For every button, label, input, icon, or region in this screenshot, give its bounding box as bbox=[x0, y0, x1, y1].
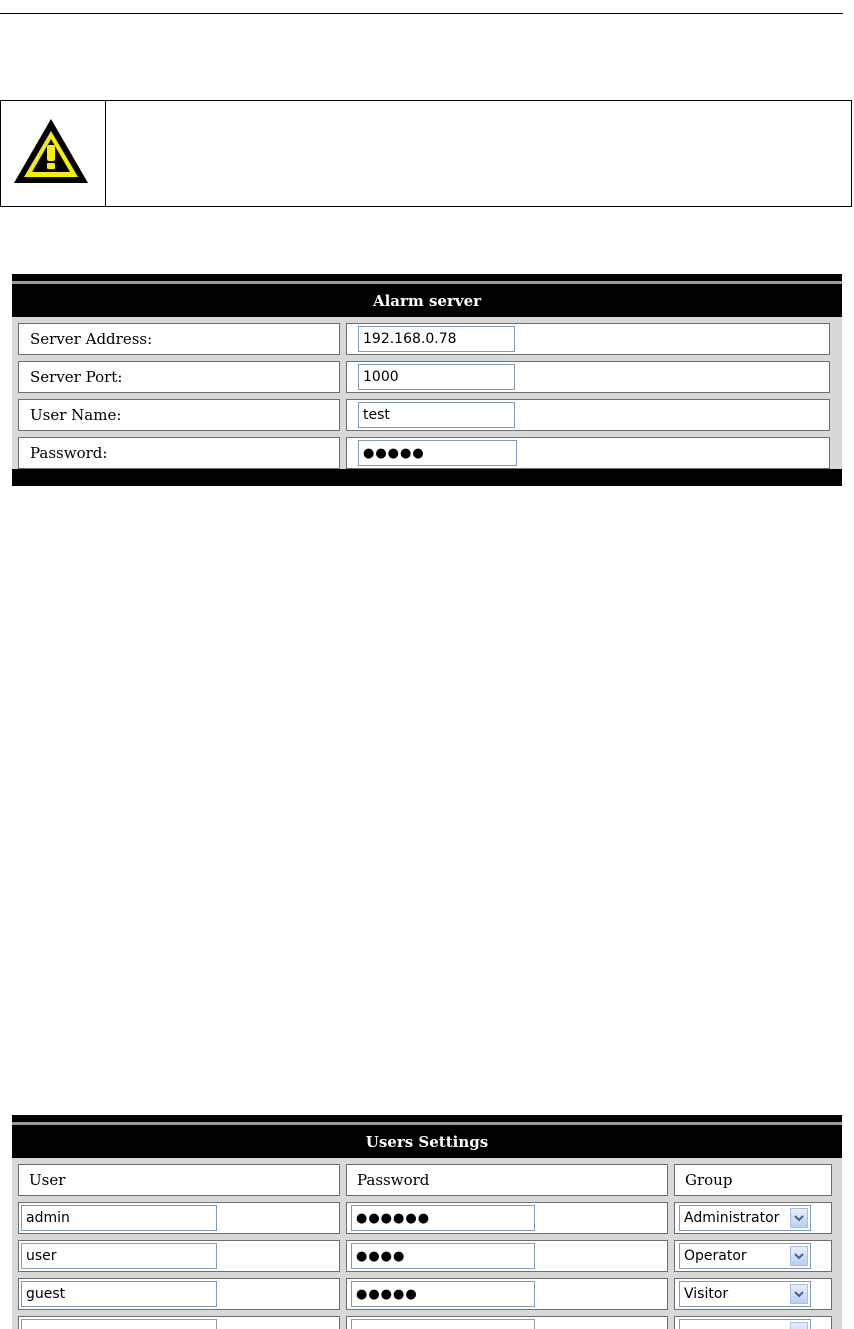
password-column-header: Password bbox=[346, 1164, 668, 1196]
chevron-down-icon[interactable] bbox=[790, 1246, 808, 1266]
users-settings-panel bbox=[12, 1115, 842, 1329]
users-header-row bbox=[18, 1164, 836, 1196]
group-select-value: Operator bbox=[684, 1248, 747, 1264]
server-address-cell bbox=[346, 323, 830, 355]
user-name-cell bbox=[346, 399, 830, 431]
server-port-cell bbox=[346, 361, 830, 393]
group-cell bbox=[674, 1202, 832, 1234]
table-row bbox=[18, 1278, 836, 1310]
user-name-input[interactable] bbox=[358, 402, 515, 428]
password-cell bbox=[346, 437, 830, 469]
user-name-row bbox=[18, 399, 836, 431]
user-cell bbox=[18, 1278, 340, 1310]
group-cell bbox=[674, 1278, 832, 1310]
password-row bbox=[18, 437, 836, 469]
group-select[interactable] bbox=[679, 1243, 811, 1269]
group-column-header: Group bbox=[674, 1164, 832, 1196]
user-cell bbox=[18, 1240, 340, 1272]
group-select-value: Visitor bbox=[684, 1286, 729, 1302]
group-select[interactable] bbox=[679, 1205, 811, 1231]
user-input[interactable] bbox=[21, 1319, 217, 1329]
server-address-label: Server Address: bbox=[18, 323, 340, 355]
table-row bbox=[18, 1240, 836, 1272]
password-cell bbox=[346, 1202, 668, 1234]
group-select[interactable] bbox=[679, 1281, 811, 1307]
password-cell bbox=[346, 1316, 668, 1329]
alarm-server-title: Alarm server bbox=[12, 281, 842, 317]
password-input[interactable] bbox=[351, 1281, 535, 1307]
chevron-down-icon[interactable] bbox=[790, 1208, 808, 1228]
password-input[interactable] bbox=[358, 440, 517, 466]
password-label: Password: bbox=[18, 437, 340, 469]
chevron-down-icon[interactable] bbox=[790, 1322, 808, 1329]
users-settings-title: Users Settings bbox=[12, 1122, 842, 1158]
password-cell bbox=[346, 1278, 668, 1310]
user-input[interactable] bbox=[21, 1281, 217, 1307]
warning-icon bbox=[11, 115, 91, 187]
alarm-server-body bbox=[12, 317, 842, 469]
alarm-server-panel bbox=[12, 274, 842, 486]
user-name-label: User Name: bbox=[18, 399, 340, 431]
header-rule bbox=[0, 13, 843, 14]
server-port-input[interactable] bbox=[358, 364, 515, 390]
group-cell bbox=[674, 1316, 832, 1329]
user-input[interactable] bbox=[21, 1205, 217, 1231]
password-input[interactable] bbox=[351, 1319, 535, 1329]
table-row bbox=[18, 1316, 836, 1329]
group-select-value: Administrator bbox=[684, 1210, 780, 1226]
server-port-label: Server Port: bbox=[18, 361, 340, 393]
chevron-down-icon[interactable] bbox=[790, 1284, 808, 1304]
warning-icon-cell bbox=[1, 101, 106, 206]
group-cell bbox=[674, 1240, 832, 1272]
user-input[interactable] bbox=[21, 1243, 217, 1269]
server-port-row bbox=[18, 361, 836, 393]
password-input[interactable] bbox=[351, 1205, 535, 1231]
server-address-input[interactable] bbox=[358, 326, 515, 352]
user-cell bbox=[18, 1202, 340, 1234]
user-cell bbox=[18, 1316, 340, 1329]
users-settings-body bbox=[12, 1158, 842, 1329]
table-row bbox=[18, 1202, 836, 1234]
password-cell bbox=[346, 1240, 668, 1272]
warning-box bbox=[0, 100, 852, 207]
server-address-row bbox=[18, 323, 836, 355]
user-column-header: User bbox=[18, 1164, 340, 1196]
password-input[interactable] bbox=[351, 1243, 535, 1269]
group-select[interactable] bbox=[679, 1319, 811, 1329]
